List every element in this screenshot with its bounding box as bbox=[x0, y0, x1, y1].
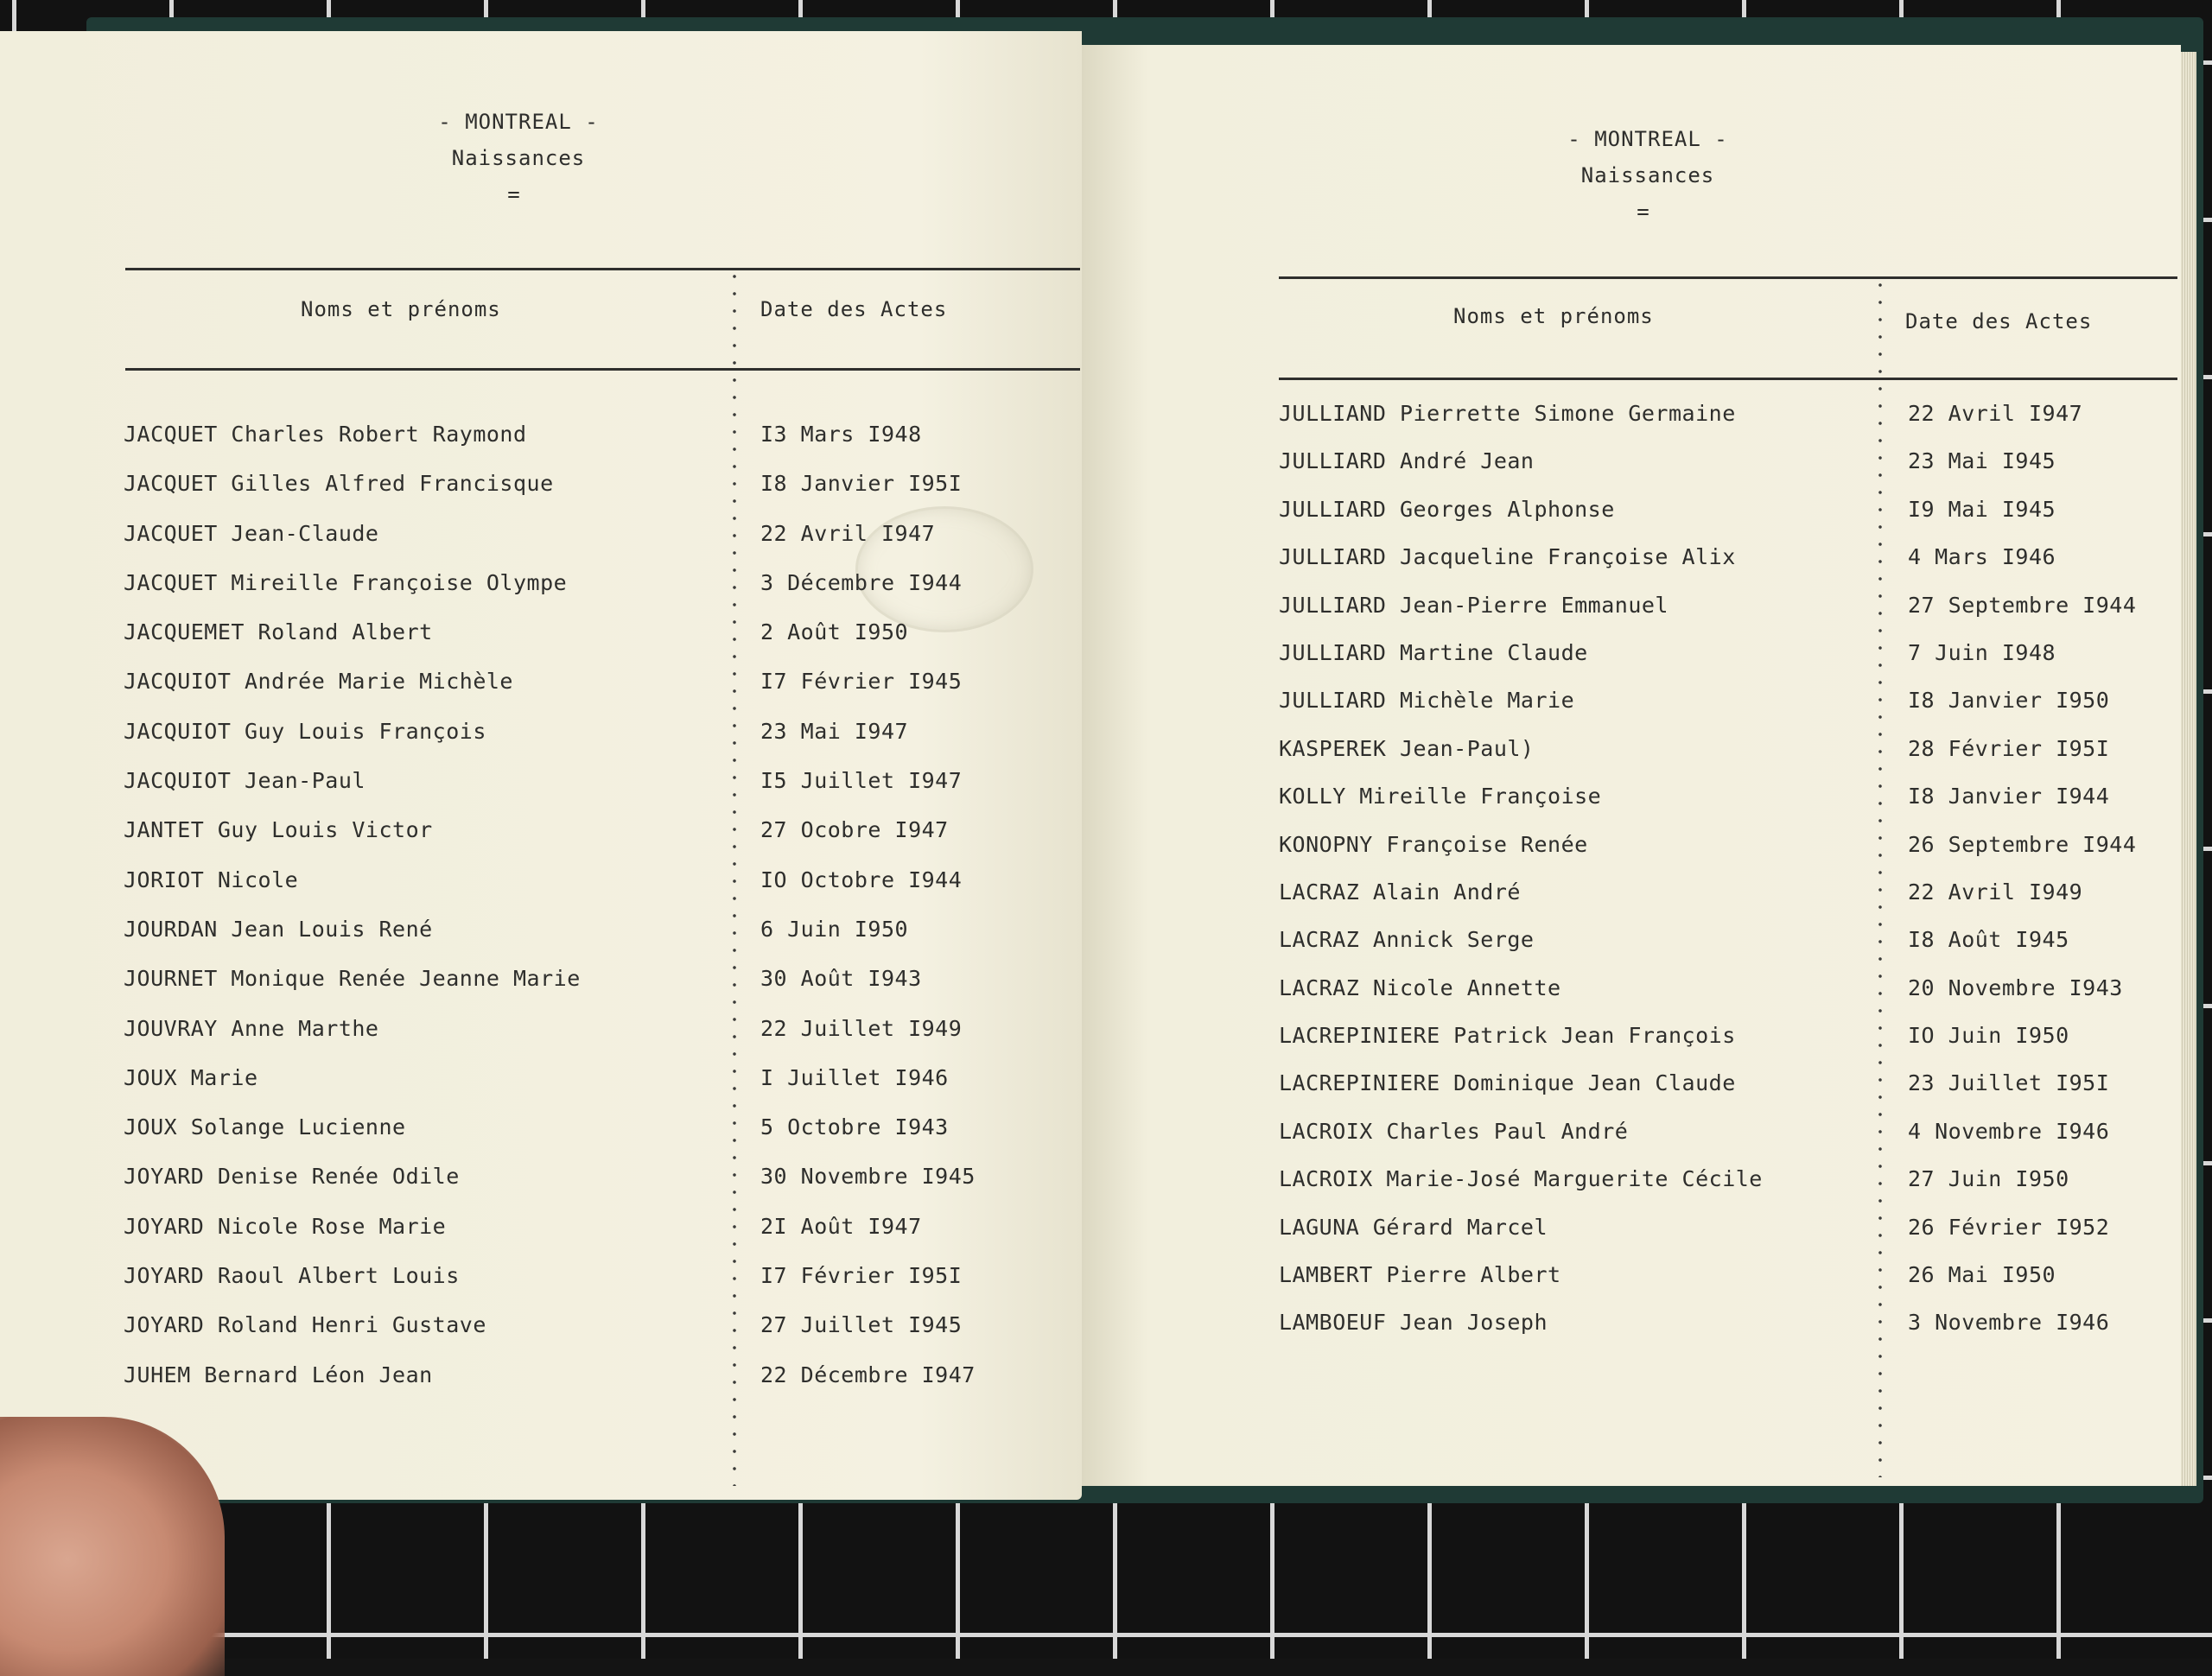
list-item bbox=[124, 669, 1074, 718]
list-item bbox=[124, 719, 1074, 768]
list-item bbox=[1279, 593, 2169, 640]
entry-date: I8 Janvier I95I bbox=[760, 471, 963, 497]
entry-name: KASPEREK Jean-Paul) bbox=[1279, 735, 1535, 761]
entry-name: JACQUET Gilles Alfred Francisque bbox=[124, 471, 554, 497]
list-item bbox=[124, 619, 1074, 669]
entry-name: LAMBERT Pierre Albert bbox=[1279, 1262, 1561, 1288]
entry-date: I8 Août I945 bbox=[1908, 927, 2069, 953]
entry-name: JOUX Solange Lucienne bbox=[124, 1114, 406, 1140]
table-header-rule bbox=[1279, 378, 2177, 380]
right-page bbox=[1082, 45, 2181, 1486]
entry-name: JULLIAND Pierrette Simone Germaine bbox=[1279, 401, 1736, 426]
list-item bbox=[1279, 448, 2169, 496]
entry-name: LACRAZ Alain André bbox=[1279, 879, 1521, 905]
list-item bbox=[1279, 975, 2169, 1023]
entry-date: I7 Février I95I bbox=[760, 1263, 963, 1289]
entry-name: JORIOT Nicole bbox=[124, 867, 299, 892]
list-item bbox=[1279, 1070, 2169, 1118]
list-item bbox=[124, 570, 1074, 619]
entry-name: JOYARD Roland Henri Gustave bbox=[124, 1312, 486, 1338]
entry-date: 3 Novembre I946 bbox=[1908, 1310, 2110, 1336]
list-item bbox=[124, 1263, 1074, 1312]
list-item bbox=[1279, 1262, 2169, 1310]
entry-name: JACQUIOT Andrée Marie Michèle bbox=[124, 669, 513, 695]
list-item bbox=[124, 1312, 1074, 1362]
entry-date: 4 Novembre I946 bbox=[1908, 1118, 2110, 1144]
entry-date: I5 Juillet I947 bbox=[760, 768, 963, 794]
list-item bbox=[124, 917, 1074, 966]
entry-name: LACROIX Marie-José Marguerite Cécile bbox=[1279, 1166, 1763, 1192]
entry-name: JOUX Marie bbox=[124, 1064, 258, 1090]
entry-date: 22 Juillet I949 bbox=[760, 1015, 963, 1041]
entry-name: JUHEM Bernard Léon Jean bbox=[124, 1362, 433, 1387]
table-top-rule bbox=[125, 268, 1080, 270]
entry-name: JOYARD Raoul Albert Louis bbox=[124, 1263, 460, 1289]
entry-date: IO Octobre I944 bbox=[760, 867, 963, 892]
entry-name: LACROIX Charles Paul André bbox=[1279, 1118, 1629, 1144]
entry-name: JULLIARD Georges Alphonse bbox=[1279, 496, 1615, 522]
right-entry-list bbox=[1279, 401, 2169, 1358]
right-page-section: Naissances bbox=[1580, 163, 1715, 187]
entry-date: I8 Janvier I950 bbox=[1908, 688, 2110, 714]
list-item bbox=[124, 1016, 1074, 1065]
entry-name: KONOPNY Françoise Renée bbox=[1279, 831, 1588, 857]
column-header-dates: Date des Actes bbox=[760, 297, 948, 321]
entry-name: JACQUET Charles Robert Raymond bbox=[124, 422, 527, 447]
list-item bbox=[124, 867, 1074, 917]
entry-name: JULLIARD Michèle Marie bbox=[1279, 688, 1575, 714]
list-item bbox=[1279, 544, 2169, 592]
entry-name: JACQUET Jean-Claude bbox=[124, 520, 379, 546]
entry-name: LAMBOEUF Jean Joseph bbox=[1279, 1310, 1548, 1336]
entry-date: I3 Mars I948 bbox=[760, 422, 922, 447]
list-item bbox=[124, 817, 1074, 867]
list-item bbox=[1279, 401, 2169, 448]
entry-name: LACRAZ Nicole Annette bbox=[1279, 974, 1561, 1000]
entry-date: 30 Novembre I945 bbox=[760, 1164, 976, 1190]
entry-name: JACQUIOT Guy Louis François bbox=[124, 718, 486, 744]
entry-date: 23 Juillet I95I bbox=[1908, 1070, 2110, 1096]
entry-date: 5 Octobre I943 bbox=[760, 1114, 949, 1140]
list-item bbox=[124, 471, 1074, 520]
list-item bbox=[1279, 927, 2169, 974]
entry-name: LAGUNA Gérard Marcel bbox=[1279, 1214, 1548, 1240]
left-page-section: Naissances bbox=[451, 146, 586, 170]
right-page-header bbox=[1527, 121, 1769, 230]
entry-name: JANTET Guy Louis Victor bbox=[124, 817, 433, 843]
entry-date: 23 Mai I947 bbox=[760, 718, 909, 744]
entry-date: 23 Mai I945 bbox=[1908, 448, 2056, 474]
entry-date: 27 Juillet I945 bbox=[760, 1312, 963, 1338]
left-entry-list bbox=[124, 422, 1074, 1412]
right-page-mark: = bbox=[1637, 200, 1650, 224]
entry-date: 3 Décembre I944 bbox=[760, 569, 963, 595]
list-item bbox=[1279, 1023, 2169, 1070]
entry-date: 6 Juin I950 bbox=[760, 916, 909, 942]
entry-date: 22 Avril I947 bbox=[760, 520, 936, 546]
list-item bbox=[124, 1214, 1074, 1263]
list-item bbox=[124, 422, 1074, 471]
list-item bbox=[1279, 879, 2169, 927]
entry-date: 30 Août I943 bbox=[760, 966, 922, 992]
entry-date: I Juillet I946 bbox=[760, 1064, 949, 1090]
entry-date: 26 Février I952 bbox=[1908, 1214, 2110, 1240]
left-page-city: - MONTREAL - bbox=[438, 110, 599, 134]
entry-name: KOLLY Mireille Françoise bbox=[1279, 784, 1602, 809]
left-page-header bbox=[397, 104, 639, 213]
entry-date: 22 Décembre I947 bbox=[760, 1362, 976, 1387]
entry-date: I7 Février I945 bbox=[760, 669, 963, 695]
table-header-rule bbox=[125, 368, 1080, 371]
list-item bbox=[1279, 1215, 2169, 1262]
entry-name: JACQUEMET Roland Albert bbox=[124, 619, 433, 645]
column-header-names: Noms et prénoms bbox=[301, 297, 501, 321]
entry-name: JULLIARD Jacqueline Françoise Alix bbox=[1279, 544, 1736, 570]
entry-date: 4 Mars I946 bbox=[1908, 544, 2056, 570]
entry-date: IO Juin I950 bbox=[1908, 1023, 2069, 1049]
entry-name: JULLIARD André Jean bbox=[1279, 448, 1535, 474]
list-item bbox=[1279, 736, 2169, 784]
entry-name: JULLIARD Jean-Pierre Emmanuel bbox=[1279, 592, 1669, 618]
list-item bbox=[124, 768, 1074, 817]
entry-date: 20 Novembre I943 bbox=[1908, 974, 2123, 1000]
entry-name: LACREPINIERE Patrick Jean François bbox=[1279, 1023, 1736, 1049]
list-item bbox=[1279, 784, 2169, 831]
entry-date: 2 Août I950 bbox=[760, 619, 909, 645]
entry-date: 27 Juin I950 bbox=[1908, 1166, 2069, 1192]
entry-name: LACREPINIERE Dominique Jean Claude bbox=[1279, 1070, 1736, 1096]
entry-name: JOURDAN Jean Louis René bbox=[124, 916, 433, 942]
list-item bbox=[124, 1065, 1074, 1114]
table-top-rule bbox=[1279, 276, 2177, 279]
left-page-mark: = bbox=[507, 182, 521, 206]
entry-date: 26 Septembre I944 bbox=[1908, 831, 2137, 857]
list-item bbox=[124, 521, 1074, 570]
list-item bbox=[124, 966, 1074, 1015]
list-item bbox=[1279, 1310, 2169, 1357]
entry-date: 26 Mai I950 bbox=[1908, 1262, 2056, 1288]
list-item bbox=[1279, 688, 2169, 735]
list-item bbox=[1279, 497, 2169, 544]
entry-date: 22 Avril I947 bbox=[1908, 401, 2083, 426]
left-page bbox=[0, 31, 1082, 1500]
entry-name: JACQUET Mireille Françoise Olympe bbox=[124, 569, 568, 595]
entry-name: JOYARD Denise Renée Odile bbox=[124, 1164, 460, 1190]
list-item bbox=[124, 1114, 1074, 1164]
entry-name: JOYARD Nicole Rose Marie bbox=[124, 1213, 447, 1239]
entry-name: JULLIARD Martine Claude bbox=[1279, 639, 1588, 665]
entry-date: 27 Septembre I944 bbox=[1908, 592, 2137, 618]
entry-name: JOURNET Monique Renée Jeanne Marie bbox=[124, 966, 581, 992]
entry-date: 7 Juin I948 bbox=[1908, 639, 2056, 665]
list-item bbox=[1279, 1166, 2169, 1214]
list-item bbox=[124, 1362, 1074, 1412]
right-page-city: - MONTREAL - bbox=[1567, 127, 1728, 151]
entry-name: JACQUIOT Jean-Paul bbox=[124, 768, 365, 794]
entry-date: 28 Février I95I bbox=[1908, 735, 2110, 761]
list-item bbox=[1279, 832, 2169, 879]
entry-date: I9 Mai I945 bbox=[1908, 496, 2056, 522]
entry-date: I8 Janvier I944 bbox=[1908, 784, 2110, 809]
column-header-dates: Date des Actes bbox=[1905, 309, 2093, 333]
entry-date: 27 Ocobre I947 bbox=[760, 817, 949, 843]
entry-date: 22 Avril I949 bbox=[1908, 879, 2083, 905]
column-header-names: Noms et prénoms bbox=[1453, 304, 1654, 328]
entry-name: LACRAZ Annick Serge bbox=[1279, 927, 1535, 953]
list-item bbox=[1279, 1119, 2169, 1166]
entry-date: 2I Août I947 bbox=[760, 1213, 922, 1239]
list-item bbox=[1279, 640, 2169, 688]
entry-name: JOUVRAY Anne Marthe bbox=[124, 1015, 379, 1041]
thumb bbox=[0, 1417, 225, 1676]
list-item bbox=[124, 1164, 1074, 1213]
